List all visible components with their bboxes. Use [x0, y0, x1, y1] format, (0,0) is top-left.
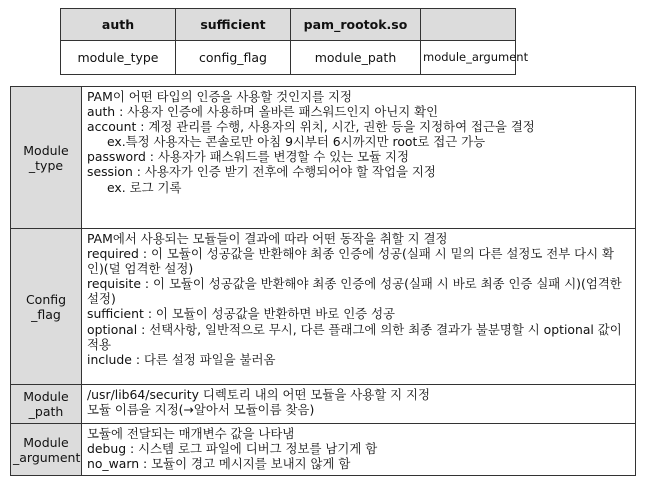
table-row — [11, 229, 636, 385]
description-line: session : 사용자가 인증 받기 전후에 수행되어야 할 작업을 지정 — [87, 164, 436, 180]
description-line: requisite : 이 모듈이 성공값을 반환해야 최종 인증에 성공(실패 시 바로 최종 인증 실패 시)(엄격한 설정) — [87, 276, 622, 307]
row-label-module-argument: Module _argument — [11, 424, 82, 476]
description-line: password : 사용자가 패스워드를 변경할 수 있는 모듈 지정 — [87, 149, 409, 165]
field-name-module-argument: module_argument — [421, 41, 516, 75]
description-line: no_warn : 모듈이 경고 메시지를 보내지 않게 함 — [87, 456, 351, 472]
table-row — [11, 385, 636, 424]
field-name-row — [61, 41, 516, 75]
description-line: 모듈 이름을 지정(→알아서 모듈이름 찾음) — [87, 402, 315, 418]
row-description-module-type — [82, 87, 636, 229]
example-cell-module-type: auth — [61, 9, 176, 41]
description-line: sufficient : 이 모듈이 성공값을 반환하면 바로 인증 성공 — [87, 306, 396, 322]
pam-field-description-table — [10, 86, 636, 476]
example-cell-module-path: pam_rootok.so — [291, 9, 421, 41]
description-line: /usr/lib64/security 디렉토리 내의 어떤 모듈을 사용할 지 지정 — [87, 387, 430, 402]
row-label-config-flag: Config _flag — [11, 229, 82, 385]
description-line: debug : 시스템 로그 파일에 디버그 정보를 남기게 함 — [87, 441, 378, 457]
row-description-module-path — [82, 385, 636, 424]
field-name-config-flag: config_flag — [176, 41, 291, 75]
description-line: ex.특정 사용자는 콘솔로만 아침 9시부터 6시까지만 root로 접근 가능 — [107, 134, 486, 150]
field-name-module-path: module_path — [291, 41, 421, 75]
description-line: optional : 선택사항, 일반적으로 무시, 다른 플래그에 의한 최종 결과가 불분명할 시 optional 값이 적용 — [87, 321, 622, 352]
description-line: 모듈에 전달되는 매개변수 값을 나타냄 — [87, 426, 295, 441]
description-line: required : 이 모듈이 성공값을 반환해야 최종 인증에 성공(실패 시 밑의 다른 설정도 전부 다시 확인)(덜 엄격한 설정) — [87, 246, 614, 277]
field-name-module-type: module_type — [61, 41, 176, 75]
pam-syntax-example-table — [60, 8, 529, 75]
description-line: PAM에서 사용되는 모듈들이 결과에 따라 어떤 동작을 취할 지 결정 — [87, 231, 448, 246]
description-line: include : 다른 설정 파일을 불러옴 — [87, 351, 276, 367]
description-line: account : 계정 관리를 수행, 사용자의 위치, 시간, 권한 등을 지정하여 접근을 결정 — [87, 119, 535, 135]
row-label-module-type: Module _type — [11, 87, 82, 229]
table-row — [11, 424, 636, 476]
description-line: auth : 사용자 인증에 사용하며 올바른 패스워드인지 아닌지 확인 — [87, 104, 439, 120]
description-line: ex. 로그 기록 — [107, 179, 182, 195]
table-row — [11, 87, 636, 229]
example-row — [61, 9, 516, 41]
row-description-module-argument — [82, 424, 636, 476]
row-description-config-flag — [82, 229, 636, 385]
description-line: PAM이 어떤 타입의 인증을 사용할 것인지를 지정 — [87, 89, 352, 104]
example-cell-config-flag: sufficient — [176, 9, 291, 41]
example-cell-module-argument — [421, 9, 516, 41]
row-label-module-path: Module _path — [11, 385, 82, 424]
